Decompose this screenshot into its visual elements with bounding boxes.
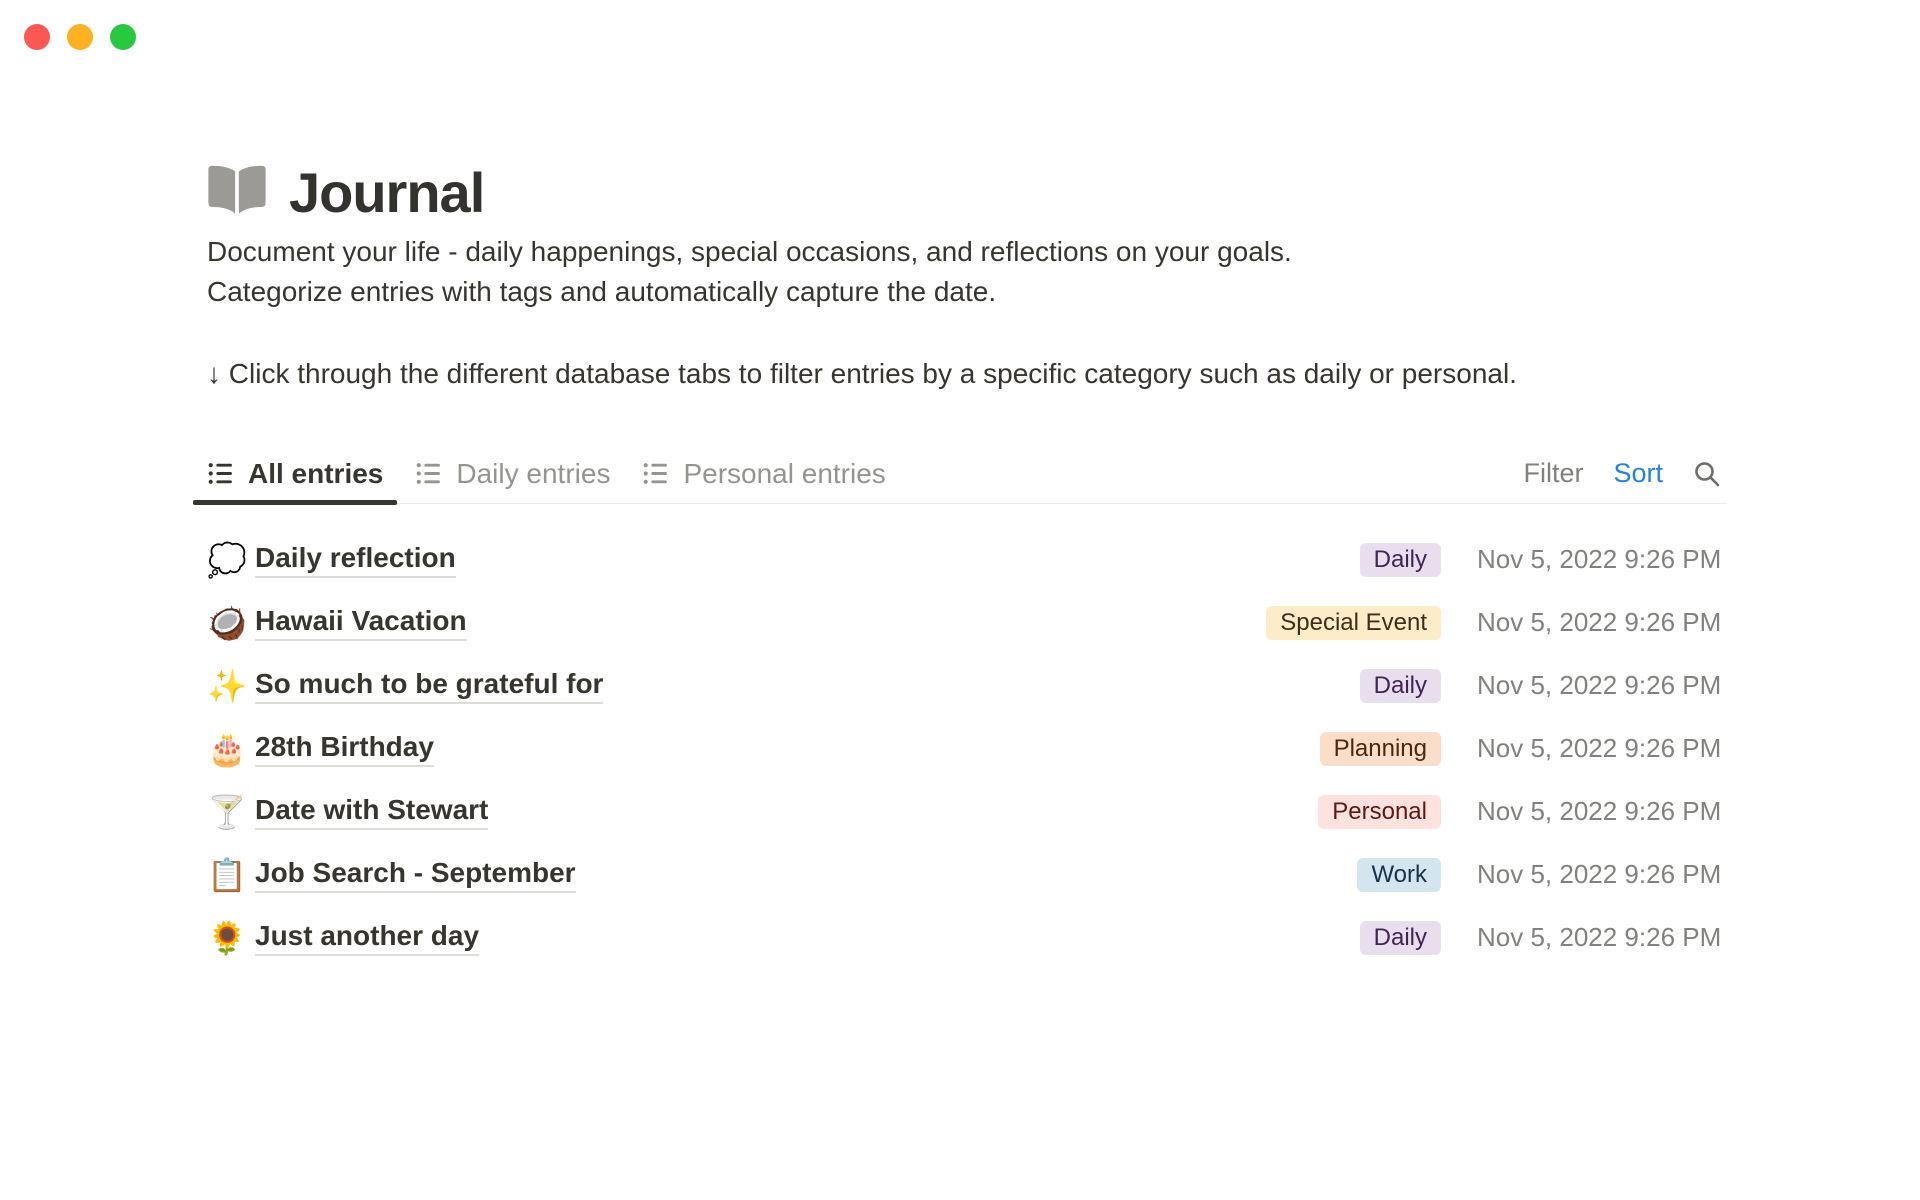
list-view-icon [642, 460, 669, 487]
entry-date: Nov 5, 2022 9:26 PM [1477, 544, 1722, 574]
entry-emoji-icon: ✨ [207, 666, 247, 705]
page-header [207, 158, 1727, 226]
entry-date: Nov 5, 2022 9:26 PM [1477, 922, 1722, 952]
category-tag[interactable]: Planning [1320, 732, 1441, 766]
table-row [207, 717, 1727, 780]
entry-date: Nov 5, 2022 9:26 PM [1477, 670, 1722, 700]
filter-button[interactable]: Filter [1523, 458, 1584, 488]
description-line-2: Categorize entries with tags and automatically capture the date. [207, 276, 997, 307]
entry-emoji-icon: 🥥 [207, 603, 247, 642]
entry-emoji-icon: 📋 [207, 855, 247, 894]
entry-date: Nov 5, 2022 9:26 PM [1477, 859, 1722, 889]
close-window-button[interactable] [24, 24, 50, 50]
list-view-icon [415, 460, 442, 487]
instruction-text: ↓ Click through the different database tabs to filter entries by a specific category such as daily or personal. [207, 358, 1517, 389]
window-controls [24, 24, 136, 50]
minimize-window-button[interactable] [67, 24, 93, 50]
view-tab-label: Personal entries [683, 457, 886, 489]
category-tag[interactable]: Special Event [1266, 606, 1441, 640]
entry-emoji-icon: 🎂 [207, 729, 247, 768]
entry-title-link[interactable]: Job Search - September [255, 857, 576, 893]
entry-title-link[interactable]: Daily reflection [255, 542, 456, 578]
table-row [207, 780, 1727, 843]
entry-emoji-icon: 🍸 [207, 792, 247, 831]
entry-date: Nov 5, 2022 9:26 PM [1477, 796, 1722, 826]
category-tag[interactable]: Personal [1318, 795, 1441, 829]
list-view-icon [207, 460, 234, 487]
category-tag[interactable]: Daily [1360, 543, 1441, 577]
view-tab[interactable] [628, 444, 899, 503]
table-row [207, 906, 1727, 969]
description-line-1: Document your life - daily happenings, special occasions, and reflections on your goals. [207, 236, 1292, 267]
entry-emoji-icon: 🌻 [207, 918, 247, 957]
page-title: Journal [289, 160, 485, 224]
entry-title-link[interactable]: So much to be grateful for [255, 668, 603, 704]
category-tag[interactable]: Daily [1360, 669, 1441, 703]
view-tab[interactable] [401, 444, 624, 503]
entry-title-link[interactable]: 28th Birthday [255, 731, 434, 767]
sort-button[interactable]: Sort [1613, 458, 1663, 488]
page-description [207, 232, 1727, 312]
table-row [207, 591, 1727, 654]
entry-date: Nov 5, 2022 9:26 PM [1477, 607, 1722, 637]
database-toolbar [1523, 458, 1727, 489]
view-tab[interactable] [193, 444, 397, 503]
entry-title-link[interactable]: Date with Stewart [255, 794, 488, 830]
table-row [207, 843, 1727, 906]
category-tag[interactable]: Daily [1360, 921, 1441, 955]
entry-title-link[interactable]: Just another day [255, 920, 479, 956]
category-tag[interactable]: Work [1357, 858, 1441, 892]
table-row [207, 528, 1727, 591]
view-tab-label: All entries [248, 457, 384, 489]
entry-date: Nov 5, 2022 9:26 PM [1477, 733, 1722, 763]
entry-title-link[interactable]: Hawaii Vacation [255, 605, 467, 641]
zoom-window-button[interactable] [110, 24, 136, 50]
view-tab-label: Daily entries [456, 457, 611, 489]
page-content [207, 158, 1727, 969]
table-row [207, 654, 1727, 717]
view-tabs [193, 444, 900, 503]
open-book-icon[interactable] [207, 165, 267, 219]
entries-list [207, 528, 1727, 969]
entry-emoji-icon: 💭 [207, 540, 247, 579]
database-view-bar [193, 444, 1727, 504]
search-icon[interactable] [1693, 460, 1721, 488]
